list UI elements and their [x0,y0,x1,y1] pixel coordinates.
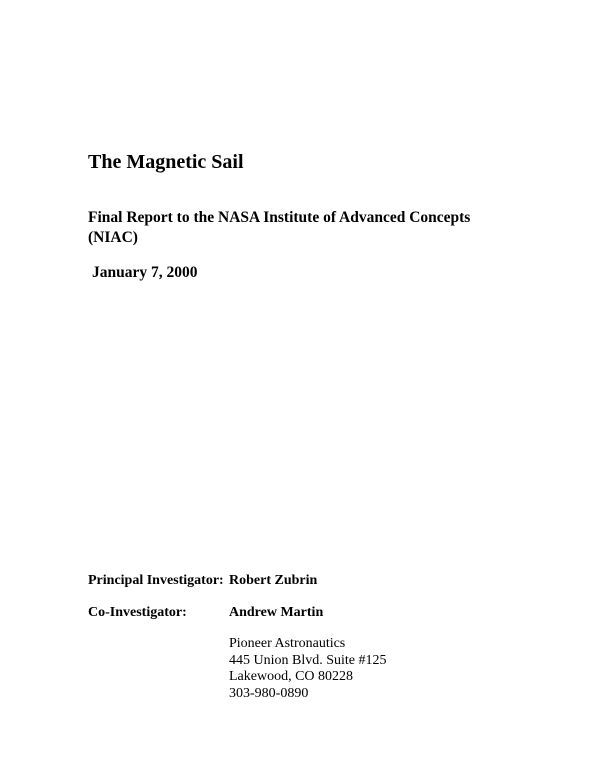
street-address: 445 Union Blvd. Suite #125 [229,652,387,668]
city-state-zip: Lakewood, CO 80228 [229,669,354,684]
organization-name: Pioneer Astronautics [229,636,346,651]
co-investigator-name: Andrew Martin [229,605,324,620]
subtitle-line-1: Final Report to the NASA Institute of Advanced Concepts [88,209,471,226]
principal-investigator-name: Robert Zubrin [229,573,318,588]
contact-address [229,636,387,702]
subtitle-line-2: (NIAC) [88,229,138,246]
phone-number: 303-980-0890 [229,685,309,701]
report-date: January 7, 2000 [92,264,198,281]
report-subtitle [88,208,498,248]
page-title: The Magnetic Sail [88,151,244,173]
principal-investigator-label: Principal Investigator: [88,573,224,588]
co-investigator-label: Co-Investigator: [88,605,187,620]
